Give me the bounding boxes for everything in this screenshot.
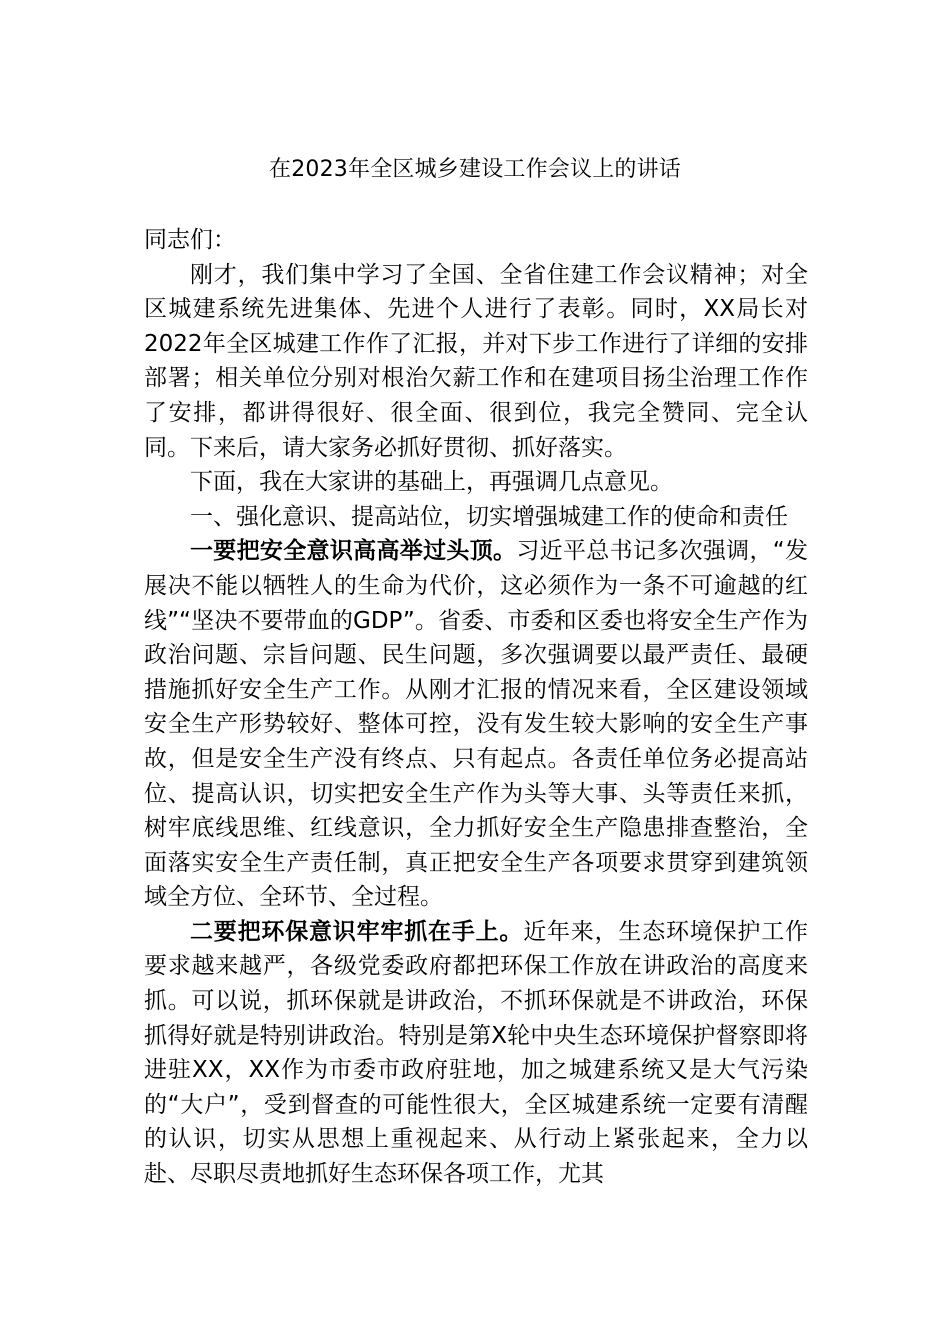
paragraph xyxy=(144,915,808,1192)
paragraph xyxy=(144,258,808,466)
document-body xyxy=(144,223,808,1192)
paragraph xyxy=(144,465,808,500)
paragraph xyxy=(144,534,808,915)
paragraph-lead: 二要把环保意识牢牢抓在手上。 xyxy=(190,918,524,945)
paragraph-text: 习近平总书记多次强调，“发展决不能以牺牲人的生命为代价，这必须作为一条不可逾越的红线”“坚决不要带血的GDP”。省委、市委和区委也将安全生产作为政治问题、宗旨问题、民生问题，多次强调要以最严责任、最硬措施抓好安全生产工作。从刚才汇报的情况来看，全区建设领域安全生产形势较好、整体可控，没有发生较大影响的安全生产事故，但是安全生产没有终点、只有起点。各责任单位务必提高站位、提高认识，切实把安全生产作为头等大事、头等责任来抓，树牢底线思维、红线意识，全力抓好安全生产隐患排查整治，全面落实安全生产责任制，真正把安全生产各项要求贯穿到建筑领域全方位、全环节、全过程。 xyxy=(144,538,809,911)
paragraph-text: 下面，我在大家讲的基础上，再强调几点意见。 xyxy=(190,469,673,496)
section-heading-text: 一、强化意识、提高站位，切实增强城建工作的使命和责任 xyxy=(190,503,788,530)
paragraph-lead: 一要把安全意识高高举过头顶。 xyxy=(190,538,517,565)
paragraph-text: 刚才，我们集中学习了全国、全省住建工作会议精神；对全区城建系统先进集体、先进个人进行了表彰。同时，XX局长对2022年全区城建工作作了汇报，并对下步工作进行了详细的安排部署；相关单位分别对根治欠薪工作和在建项目扬尘治理工作作了安排，都讲得很好、很全面、很到位，我完全赞同、完全认同。下来后，请大家务必抓好贯彻、抓好落实。 xyxy=(144,261,808,461)
salutation: 同志们： xyxy=(144,227,236,253)
section-heading xyxy=(144,500,808,535)
paragraph-text: 近年来，生态环境保护工作要求越来越严，各级党委政府都把环保工作放在讲政治的高度来抓。可以说，抓环保就是讲政治，不抓环保就是不讲政治，环保抓得好就是特别讲政治。特别是第X轮中央生态环境保护督察即将进驻XX，XX作为市委市政府驻地，加之城建系统又是大气污染的“大户”，受到督查的可能性很大，全区城建系统一定要有清醒的认识，切实从思想上重视起来、从行动上紧张起来，全力以赴、尽职尽责地抓好生态环保各项工作，尤其 xyxy=(144,918,809,1188)
document-title: 在2023年全区城乡建设工作会议上的讲话 xyxy=(269,157,681,182)
